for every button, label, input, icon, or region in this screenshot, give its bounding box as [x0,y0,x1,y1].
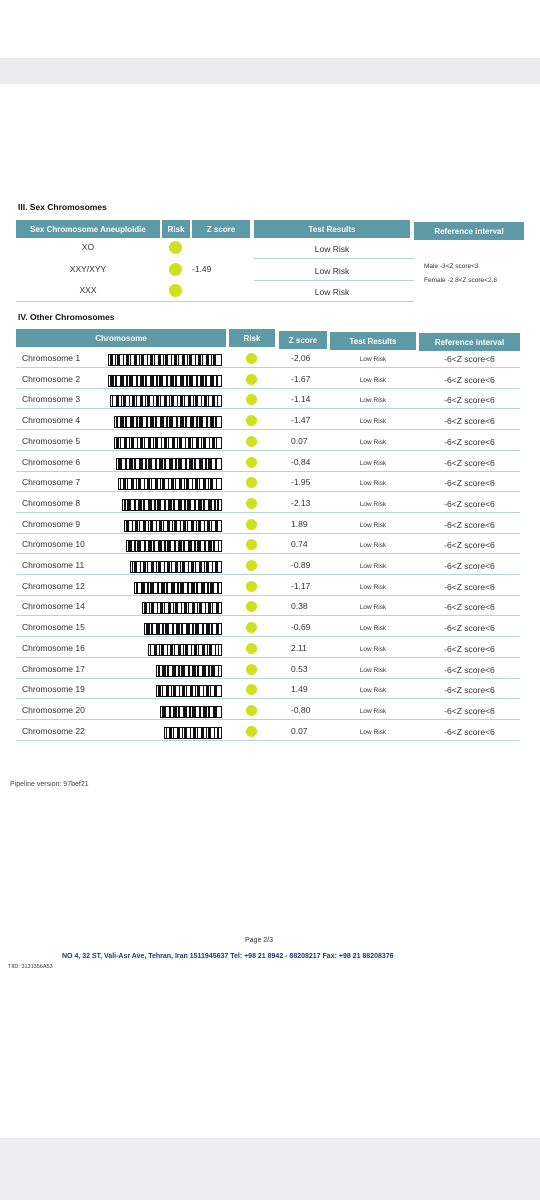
chromosome-ideogram [122,498,222,510]
chromosome-name: Chromosome 4 [22,415,81,425]
row-divider [16,367,520,368]
test-result: Low Risk [359,707,387,715]
reference-interval: -6<Z score<6 [444,478,495,488]
test-result: Low Risk [359,624,387,632]
chromosome-name: Chromosome 9 [22,519,81,529]
risk-dot [246,581,257,592]
risk-dot [246,622,257,633]
risk-dot [246,436,257,447]
chromosome-ideogram [160,705,222,717]
header-zscore: Z score [192,220,250,238]
reference-interval: -6<Z score<6 [444,375,495,385]
risk-dot [246,394,257,405]
sex-chromosomes-title: III. Sex Chromosomes [18,202,107,212]
test-result: Low Risk [359,645,387,653]
risk-dot [246,601,257,612]
chromosome-ideogram [156,684,222,696]
test-result: Low Risk [359,562,387,570]
test-result: Low Risk [359,438,387,446]
header-test-results: Test Results [254,220,410,238]
risk-dot [246,457,257,468]
pipeline-version: Pipeline version: 97bef21 [10,781,89,788]
chromosome-ideogram [134,581,222,593]
risk-dot [246,643,257,654]
header-reference: Reference interval [414,222,524,240]
zscore-value: -1.95 [291,477,311,487]
risk-dot [169,284,182,297]
row-divider [254,280,414,281]
risk-dot [246,415,257,426]
chromosome-name: Chromosome 15 [22,622,85,632]
reference-interval: -6<Z score<6 [444,437,495,447]
chromosome-ideogram [144,622,222,634]
test-result: Low Risk [359,459,387,467]
row-divider [16,388,520,389]
reference-interval: -6<Z score<6 [444,706,495,716]
reference-interval: -6<Z score<6 [444,582,495,592]
sex-zscore: -1.49 [192,264,212,274]
chromosome-name: Chromosome 1 [22,353,81,363]
chromosome-ideogram [114,436,222,448]
reference-interval: -6<Z score<6 [444,520,495,530]
reference-interval: -6<Z score<6 [444,540,495,550]
top-divider [0,58,540,84]
reference-interval: -6<Z score<6 [444,561,495,571]
row-divider [16,636,520,637]
chromosome-ideogram [114,415,222,427]
chromosome-ideogram [108,374,222,386]
risk-dot [246,684,257,695]
header-chromosome: Chromosome [16,329,226,347]
row-divider [16,678,520,679]
test-result: Low Risk [359,603,387,611]
reference-interval: -6<Z score<6 [444,623,495,633]
chromosome-ideogram [148,643,222,655]
chromosome-name: Chromosome 10 [22,539,85,549]
row-divider [16,450,520,451]
header-reference-2: Reference interval [419,333,520,351]
zscore-value: 1.49 [291,684,308,694]
header-risk-2: Risk [229,329,275,347]
row-divider [16,657,520,658]
chromosome-name: Chromosome 8 [22,498,81,508]
header-aneuploidie: Sex Chromosome Aneuploidie [16,220,160,238]
row-divider [16,574,520,575]
chromosome-name: Chromosome 20 [22,705,85,715]
zscore-value: 0.74 [291,539,308,549]
zscore-value: -1.14 [291,394,311,404]
chromosome-name: Chromosome 12 [22,581,85,591]
row-divider [16,429,520,430]
test-result: Low Risk [359,417,387,425]
test-result: Low Risk [359,728,387,736]
page-number: Page 2/3 [245,937,274,944]
row-divider [254,258,414,259]
zscore-value: -0.89 [291,560,311,570]
header-test-results-2: Test Results [330,332,416,350]
row-divider [16,301,414,302]
reference-interval: -6<Z score<6 [444,685,495,695]
tiid: TIID: 3131356A53 [8,964,53,970]
reference-interval: -6<Z score<6 [444,458,495,468]
chromosome-ideogram [124,519,222,531]
zscore-value: -2.13 [291,498,311,508]
risk-dot [246,664,257,675]
row-divider [16,595,520,596]
row-divider [16,698,520,699]
test-result: Low Risk [359,355,387,363]
chromosome-ideogram [164,726,222,738]
test-result: Low Risk [359,686,387,694]
reference-interval: -6<Z score<6 [444,416,495,426]
chromosome-name: Chromosome 11 [22,560,85,570]
test-result: Low Risk [359,666,387,674]
sex-row-result: Low Risk [314,244,350,254]
zscore-value: -1.17 [291,581,311,591]
sex-row-name: XO [81,242,95,252]
footer-address: NO 4, 32 ST, Vali-Asr Ave, Tehran, Iran 1511945637 Tel: +98 21 8942 - 88208217 Fax: +98 21 88208376 [62,953,394,960]
chromosome-ideogram [130,560,222,572]
row-divider [16,471,520,472]
row-divider [16,719,520,720]
test-result: Low Risk [359,521,387,529]
risk-dot [246,519,257,530]
app-top-bar [0,0,540,60]
row-divider [16,491,520,492]
reference-interval: -6<Z score<6 [444,644,495,654]
zscore-value: -0.69 [291,622,311,632]
row-divider [16,615,520,616]
zscore-value: -1.67 [291,374,311,384]
test-result: Low Risk [359,376,387,384]
zscore-value: -1.47 [291,415,311,425]
risk-dot [169,241,182,254]
sex-row-name: XXY/XYY [69,264,107,274]
chromosome-name: Chromosome 3 [22,394,81,404]
risk-dot [246,477,257,488]
row-divider [16,408,520,409]
zscore-value: 0.07 [291,436,308,446]
risk-dot [246,726,257,737]
other-chromosomes-title: IV. Other Chromosomes [18,312,115,322]
risk-dot [246,374,257,385]
header-risk: Risk [162,220,190,238]
chromosome-name: Chromosome 2 [22,374,81,384]
chromosome-name: Chromosome 17 [22,664,85,674]
risk-dot [246,353,257,364]
row-divider [16,740,520,741]
test-result: Low Risk [359,479,387,487]
sex-row-result: Low Risk [314,287,350,297]
test-result: Low Risk [359,396,387,404]
sex-row-result: Low Risk [314,266,350,276]
risk-dot [246,705,257,716]
chromosome-name: Chromosome 6 [22,457,81,467]
chromosome-ideogram [126,539,222,551]
chromosome-name: Chromosome 16 [22,643,85,653]
reference-interval: -6<Z score<6 [444,665,495,675]
risk-dot [246,539,257,550]
chromosome-name: Chromosome 5 [22,436,81,446]
row-divider [16,553,520,554]
chromosome-ideogram [110,394,222,406]
zscore-value: 1.89 [291,519,308,529]
chromosome-ideogram [142,601,222,613]
zscore-value: -0.84 [291,457,311,467]
zscore-value: -0.80 [291,705,311,715]
risk-dot [246,498,257,509]
reference-interval: -6<Z score<6 [444,395,495,405]
chromosome-name: Chromosome 14 [22,601,85,611]
row-divider [16,533,520,534]
chromosome-ideogram [108,353,222,365]
zscore-value: -2.06 [291,353,311,363]
reference-interval: -6<Z score<6 [444,354,495,364]
chromosome-ideogram [156,664,222,676]
bottom-bar [0,1138,540,1200]
zscore-value: 2.11 [291,643,307,653]
chromosome-name: Chromosome 7 [22,477,81,487]
header-zscore-2: Z score [279,331,327,349]
risk-dot [169,263,182,276]
test-result: Low Risk [359,541,387,549]
reference-interval: -6<Z score<6 [444,499,495,509]
sex-reference-male: Male -3<Z score<3 [424,262,479,270]
chromosome-ideogram [116,457,222,469]
sex-reference-female: Female -2.8<Z score<2.8 [424,276,497,284]
zscore-value: 0.38 [291,601,308,611]
reference-interval: -6<Z score<6 [444,602,495,612]
chromosome-ideogram [118,477,222,489]
row-divider [16,512,520,513]
zscore-value: 0.53 [291,664,308,674]
risk-dot [246,560,257,571]
zscore-value: 0.07 [291,726,308,736]
sex-row-name: XXX [79,285,97,295]
chromosome-name: Chromosome 22 [22,726,85,736]
test-result: Low Risk [359,500,387,508]
chromosome-name: Chromosome 19 [22,684,85,694]
reference-interval: -6<Z score<6 [444,727,495,737]
test-result: Low Risk [359,583,387,591]
